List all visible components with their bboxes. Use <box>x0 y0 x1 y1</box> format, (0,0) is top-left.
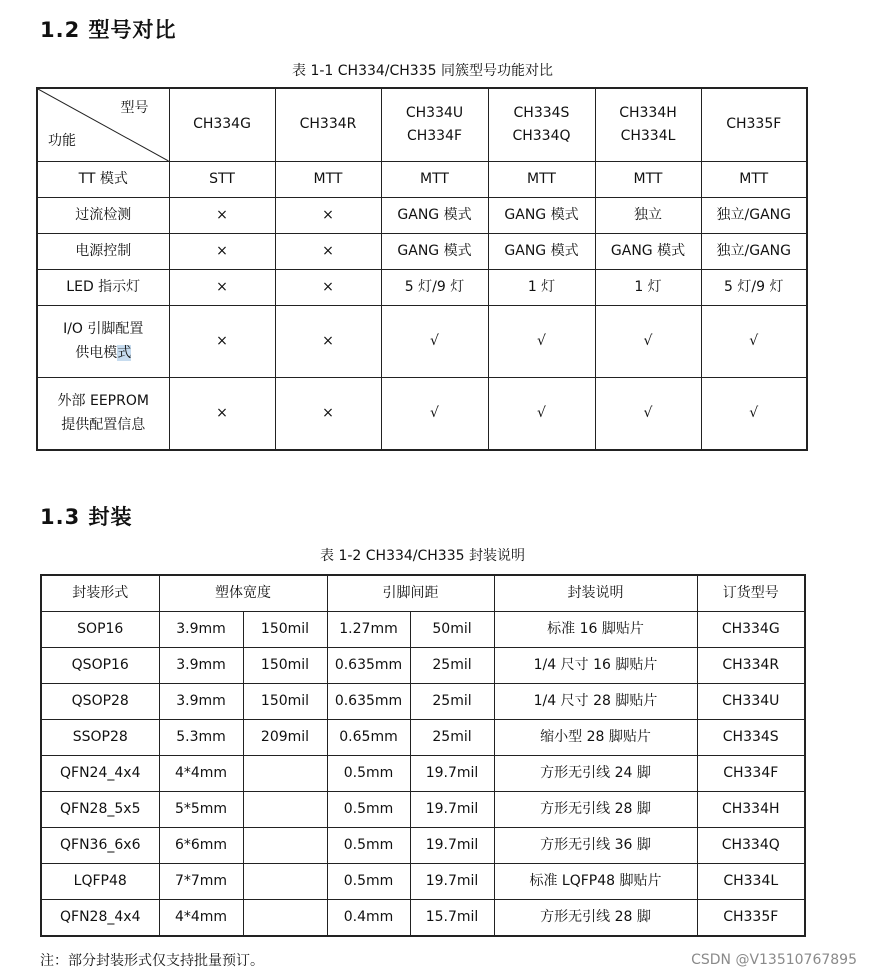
table-cell: √ <box>595 378 701 451</box>
table-cell: 0.5mm <box>327 828 410 864</box>
table-cell: GANG 模式 <box>488 198 595 234</box>
table2-header-row <box>41 575 805 612</box>
table-row <box>37 198 807 234</box>
table-cell: 方形无引线 28 脚 <box>494 900 697 937</box>
table-cell: 25mil <box>410 720 494 756</box>
table-cell: 0.4mm <box>327 900 410 937</box>
table-cell: × <box>169 306 275 378</box>
table-cell: 0.5mm <box>327 864 410 900</box>
corner-cell <box>37 88 169 162</box>
table-cell: 0.65mm <box>327 720 410 756</box>
table-cell: 标准 16 脚贴片 <box>494 612 697 648</box>
table-row <box>41 612 805 648</box>
column-header: 引脚间距 <box>327 575 494 612</box>
table-cell: 独立 <box>595 198 701 234</box>
table-cell: 0.635mm <box>327 648 410 684</box>
table-cell: 独立/GANG <box>701 198 807 234</box>
corner-model-label: 型号 <box>120 100 149 116</box>
table-cell: √ <box>488 306 595 378</box>
table-row <box>41 684 805 720</box>
table-cell: QFN28_4x4 <box>41 900 159 937</box>
table-cell: GANG 模式 <box>488 234 595 270</box>
table-cell: 150mil <box>243 648 327 684</box>
table-cell: MTT <box>381 162 488 198</box>
table-row <box>41 792 805 828</box>
table-cell: 5.3mm <box>159 720 243 756</box>
table-cell: 1 灯 <box>488 270 595 306</box>
table-cell <box>243 792 327 828</box>
table-cell: 150mil <box>243 612 327 648</box>
table-cell: GANG 模式 <box>381 198 488 234</box>
table-row <box>41 756 805 792</box>
table-cell: 3.9mm <box>159 612 243 648</box>
table-cell: 50mil <box>410 612 494 648</box>
table-cell: CH334G <box>697 612 805 648</box>
table-cell: 3.9mm <box>159 648 243 684</box>
section-heading-package: 1.3 封装 <box>40 505 133 529</box>
table1-header-row <box>37 88 807 162</box>
model-header: CH334H CH334L <box>595 88 701 162</box>
table-cell: 1 灯 <box>595 270 701 306</box>
column-header: 封装形式 <box>41 575 159 612</box>
column-header: 塑体宽度 <box>159 575 327 612</box>
section-heading-model-compare: 1.2 型号对比 <box>40 18 177 42</box>
table-cell: MTT <box>488 162 595 198</box>
table-cell: QFN28_5x5 <box>41 792 159 828</box>
table-cell: MTT <box>595 162 701 198</box>
table-cell: STT <box>169 162 275 198</box>
table-cell: 15.7mil <box>410 900 494 937</box>
column-header: 封装说明 <box>494 575 697 612</box>
table-cell: GANG 模式 <box>381 234 488 270</box>
table-cell: × <box>169 270 275 306</box>
text-selection-highlight[interactable]: 式 <box>117 344 132 361</box>
table-cell: 7*7mm <box>159 864 243 900</box>
model-header: CH334R <box>275 88 381 162</box>
table-cell: 3.9mm <box>159 684 243 720</box>
table-row <box>41 648 805 684</box>
table-cell: 5 灯/9 灯 <box>381 270 488 306</box>
table-cell: CH335F <box>697 900 805 937</box>
table-row <box>37 270 807 306</box>
table-cell: × <box>275 198 381 234</box>
table-cell: 5 灯/9 灯 <box>701 270 807 306</box>
table-cell: CH334R <box>697 648 805 684</box>
model-header: CH335F <box>701 88 807 162</box>
table-row <box>37 306 807 378</box>
table-cell: CH334U <box>697 684 805 720</box>
table-cell: 0.635mm <box>327 684 410 720</box>
table-cell: √ <box>381 306 488 378</box>
table-cell: QFN36_6x6 <box>41 828 159 864</box>
table-cell: 19.7mil <box>410 792 494 828</box>
table-row <box>41 828 805 864</box>
table-cell: CH334S <box>697 720 805 756</box>
column-header: 订货型号 <box>697 575 805 612</box>
model-header: CH334U CH334F <box>381 88 488 162</box>
table-cell <box>243 900 327 937</box>
table-cell: 6*6mm <box>159 828 243 864</box>
table-cell: 标准 LQFP48 脚贴片 <box>494 864 697 900</box>
table-cell: 0.5mm <box>327 792 410 828</box>
model-header: CH334S CH334Q <box>488 88 595 162</box>
table-cell: MTT <box>701 162 807 198</box>
model-compare-table <box>36 87 808 451</box>
table-row <box>41 864 805 900</box>
table-cell: CH334L <box>697 864 805 900</box>
table-cell: CH334Q <box>697 828 805 864</box>
table-cell: 25mil <box>410 684 494 720</box>
table-cell: √ <box>701 306 807 378</box>
table-cell: CH334F <box>697 756 805 792</box>
table-cell: × <box>169 234 275 270</box>
table-cell: 150mil <box>243 684 327 720</box>
table-cell: QSOP28 <box>41 684 159 720</box>
table-cell: 缩小型 28 脚贴片 <box>494 720 697 756</box>
row-label: LED 指示灯 <box>37 270 169 306</box>
corner-function-label: 功能 <box>48 132 76 149</box>
table-cell: CH334H <box>697 792 805 828</box>
table-cell <box>243 756 327 792</box>
table-cell: 4*4mm <box>159 756 243 792</box>
table-cell: × <box>275 270 381 306</box>
table-cell: QSOP16 <box>41 648 159 684</box>
row-label: I/O 引脚配置 供电模式 <box>37 306 169 378</box>
table-row <box>41 720 805 756</box>
table-cell: 4*4mm <box>159 900 243 937</box>
table-cell: √ <box>488 378 595 451</box>
table2-caption: 表 1-2 CH334/CH335 封装说明 <box>320 548 525 564</box>
table-cell: SOP16 <box>41 612 159 648</box>
package-table <box>40 574 806 937</box>
table-cell: 0.5mm <box>327 756 410 792</box>
table-cell: √ <box>595 306 701 378</box>
table2-note: 注：部分封装形式仅支持批量预订。 <box>40 953 264 969</box>
table1-caption: 表 1-1 CH334/CH335 同簇型号功能对比 <box>292 63 553 79</box>
row-label: 过流检测 <box>37 198 169 234</box>
table-cell: × <box>169 378 275 451</box>
table-cell: 1/4 尺寸 28 脚贴片 <box>494 684 697 720</box>
table-cell: LQFP48 <box>41 864 159 900</box>
table-cell: √ <box>701 378 807 451</box>
table-cell: 25mil <box>410 648 494 684</box>
model-header: CH334G <box>169 88 275 162</box>
table-cell <box>243 864 327 900</box>
table-cell: × <box>169 198 275 234</box>
table-cell: QFN24_4x4 <box>41 756 159 792</box>
table-row <box>37 378 807 451</box>
table-cell <box>243 828 327 864</box>
table-cell: 19.7mil <box>410 756 494 792</box>
table-cell: 方形无引线 28 脚 <box>494 792 697 828</box>
table-cell: GANG 模式 <box>595 234 701 270</box>
table-cell: MTT <box>275 162 381 198</box>
table-cell: √ <box>381 378 488 451</box>
table-row <box>37 234 807 270</box>
row-label: TT 模式 <box>37 162 169 198</box>
table-cell: 方形无引线 36 脚 <box>494 828 697 864</box>
table-cell: 19.7mil <box>410 864 494 900</box>
row-label: 外部 EEPROM 提供配置信息 <box>37 378 169 451</box>
table-cell: SSOP28 <box>41 720 159 756</box>
table-row <box>41 900 805 937</box>
table-cell: × <box>275 378 381 451</box>
table-cell: 方形无引线 24 脚 <box>494 756 697 792</box>
table-cell: × <box>275 306 381 378</box>
table-cell: 1.27mm <box>327 612 410 648</box>
table-cell: 1/4 尺寸 16 脚贴片 <box>494 648 697 684</box>
table-cell: 209mil <box>243 720 327 756</box>
table-cell: × <box>275 234 381 270</box>
table-cell: 19.7mil <box>410 828 494 864</box>
table-row <box>37 162 807 198</box>
table-cell: 独立/GANG <box>701 234 807 270</box>
row-label: 电源控制 <box>37 234 169 270</box>
table-cell: 5*5mm <box>159 792 243 828</box>
watermark: CSDN @V13510767895 <box>691 952 857 968</box>
